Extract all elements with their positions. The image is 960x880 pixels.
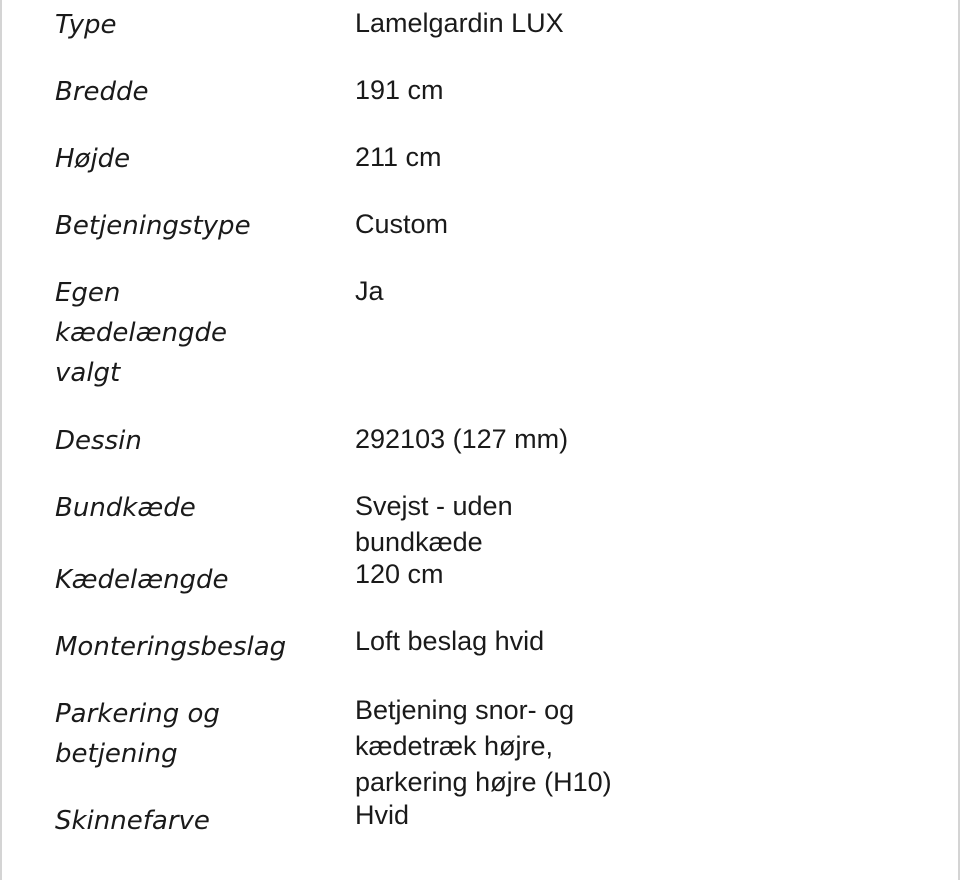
spec-value: 191 cm — [355, 75, 444, 105]
spec-value: Lamelgardin LUX — [355, 8, 564, 38]
spec-label: Monteringsbeslag — [55, 632, 287, 662]
spec-label: Dessin — [55, 426, 142, 456]
spec-value: Loft beslag hvid — [355, 626, 545, 656]
spec-value: Hvid — [355, 800, 410, 830]
spec-value: Betjening snor- og kædetræk højre, parkering højre (H10) — [355, 695, 612, 797]
spec-value: Ja — [355, 276, 384, 306]
spec-label: Højde — [55, 144, 131, 174]
spec-label: Skinnefarve — [55, 806, 210, 836]
spec-value: Svejst - uden bundkæde — [355, 491, 513, 557]
spec-value: 211 cm — [355, 142, 442, 172]
spec-label: Type — [55, 10, 117, 40]
spec-label: Parkering og betjening — [55, 699, 220, 769]
spec-label: Betjeningstype — [55, 211, 251, 241]
spec-label: Egen kædelængde valgt — [55, 278, 228, 388]
spec-label: Kædelængde — [55, 565, 229, 595]
spec-value: Custom — [355, 209, 449, 239]
spec-value: 292103 (127 mm) — [355, 424, 569, 454]
spec-label: Bredde — [55, 77, 149, 107]
spec-value: 120 cm — [355, 559, 444, 589]
spec-label: Bundkæde — [55, 493, 196, 523]
